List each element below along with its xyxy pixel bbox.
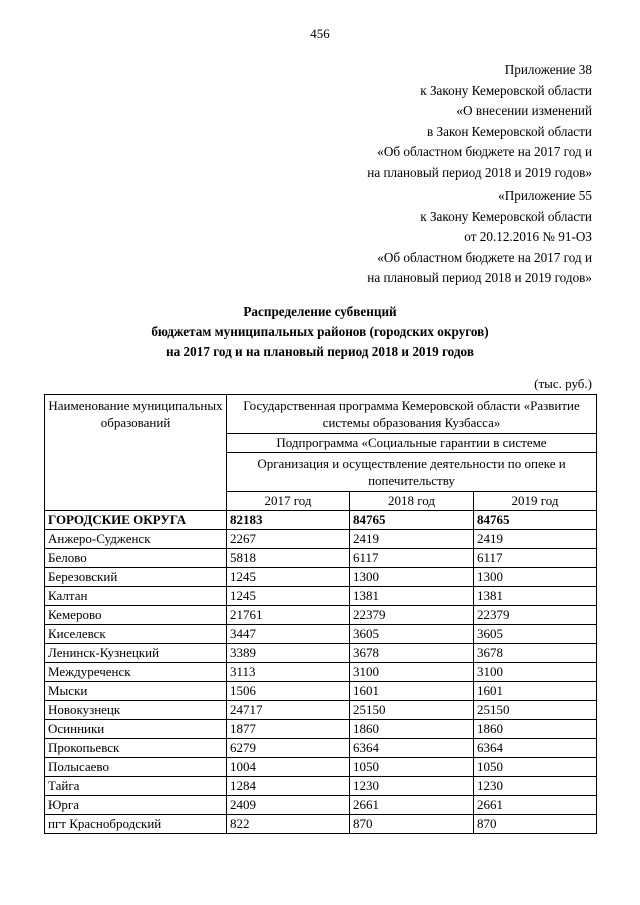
table-row — [45, 815, 597, 834]
value-2017-cell: 2267 — [227, 530, 350, 549]
activity-header: Организация и осуществление деятельности по опеке и попечительству — [227, 453, 597, 492]
appendix-38-reference — [367, 60, 592, 183]
value-2019-cell: 1300 — [474, 568, 597, 587]
value-2019-cell: 1230 — [474, 777, 597, 796]
value-2017-cell: 1506 — [227, 682, 350, 701]
value-2019-cell: 3100 — [474, 663, 597, 682]
table-row — [45, 682, 597, 701]
value-2017-cell: 822 — [227, 815, 350, 834]
value-2018-cell: 1381 — [350, 587, 474, 606]
municipality-name-cell: Мыски — [45, 682, 227, 701]
appendix-55-line: «Об областном бюджете на 2017 год и — [377, 249, 592, 265]
appendix-55-line: на плановый период 2018 и 2019 годов» — [367, 270, 592, 285]
value-2017-cell: 82183 — [227, 511, 350, 530]
appendix-38-line: на плановый период 2018 и 2019 годов» — [367, 164, 592, 180]
value-2019-cell: 6364 — [474, 739, 597, 758]
municipality-name-cell: Анжеро-Судженск — [45, 530, 227, 549]
municipality-name-cell: Белово — [45, 549, 227, 568]
value-2018-cell: 84765 — [350, 511, 474, 530]
subprogram-header: Подпрограмма «Социальные гарантии в системе — [227, 434, 597, 453]
program-header: Государственная программа Кемеровской области «Развитие системы образования Кузбасса» — [227, 395, 597, 434]
value-2018-cell: 22379 — [350, 606, 474, 625]
value-2017-cell: 1284 — [227, 777, 350, 796]
value-2018-cell: 2661 — [350, 796, 474, 815]
value-2019-cell: 870 — [474, 815, 597, 834]
appendix-55-line: к Закону Кемеровской области — [420, 208, 592, 224]
value-2018-cell: 1860 — [350, 720, 474, 739]
municipality-name-cell: Киселевск — [45, 625, 227, 644]
appendix-55-line: от 20.12.2016 № 91-ОЗ — [464, 229, 592, 244]
table-row — [45, 777, 597, 796]
value-2017-cell: 1245 — [227, 568, 350, 587]
municipality-name-cell: Калтан — [45, 587, 227, 606]
value-2018-cell: 1300 — [350, 568, 474, 587]
year-2018-header: 2018 год — [350, 492, 474, 511]
table-row — [45, 568, 597, 587]
value-2017-cell: 1004 — [227, 758, 350, 777]
table-row — [45, 587, 597, 606]
year-2019-header: 2019 год — [474, 492, 597, 511]
table-row — [45, 606, 597, 625]
municipality-name-cell: Прокопьевск — [45, 739, 227, 758]
table-row — [45, 663, 597, 682]
table-row — [45, 701, 597, 720]
value-2017-cell: 6279 — [227, 739, 350, 758]
municipality-name-cell: Ленинск-Кузнецкий — [45, 644, 227, 663]
value-2019-cell: 1860 — [474, 720, 597, 739]
value-2019-cell: 1601 — [474, 682, 597, 701]
title-line: Распределение субвенций — [243, 304, 397, 319]
table-row — [45, 720, 597, 739]
value-2018-cell: 6117 — [350, 549, 474, 568]
units-label: (тыс. руб.) — [534, 376, 592, 391]
value-2017-cell: 1877 — [227, 720, 350, 739]
table-row — [45, 625, 597, 644]
value-2018-cell: 1601 — [350, 682, 474, 701]
table-row-total — [45, 511, 597, 530]
value-2017-cell: 2409 — [227, 796, 350, 815]
table-row — [45, 530, 597, 549]
value-2018-cell: 2419 — [350, 530, 474, 549]
municipality-name-cell: Березовский — [45, 568, 227, 587]
value-2019-cell: 1381 — [474, 587, 597, 606]
table-row — [45, 549, 597, 568]
appendix-55-line: «Приложение 55 — [498, 188, 592, 203]
municipality-name-cell: Междуреченск — [45, 663, 227, 682]
value-2018-cell: 3605 — [350, 625, 474, 644]
value-2018-cell: 1050 — [350, 758, 474, 777]
value-2019-cell: 1050 — [474, 758, 597, 777]
value-2018-cell: 25150 — [350, 701, 474, 720]
value-2017-cell: 24717 — [227, 701, 350, 720]
appendix-38-line: «О внесении изменений — [456, 103, 592, 118]
appendix-38-line: в Закон Кемеровской области — [427, 123, 592, 139]
municipality-name-cell: Юрга — [45, 796, 227, 815]
value-2017-cell: 3447 — [227, 625, 350, 644]
value-2019-cell: 22379 — [474, 606, 597, 625]
appendix-38-line: к Закону Кемеровской области — [420, 82, 592, 98]
table-row — [45, 644, 597, 663]
appendix-55-reference — [367, 186, 592, 289]
name-column-header: Наименование муниципальных образований — [45, 395, 227, 511]
value-2019-cell: 3605 — [474, 625, 597, 644]
value-2018-cell: 3100 — [350, 663, 474, 682]
table-row — [45, 796, 597, 815]
municipality-name-cell: Полысаево — [45, 758, 227, 777]
table-row — [45, 758, 597, 777]
municipality-name-cell: Тайга — [45, 777, 227, 796]
appendix-38-line: Приложение 38 — [504, 62, 592, 77]
subventions-table — [44, 394, 597, 834]
value-2017-cell: 5818 — [227, 549, 350, 568]
value-2018-cell: 3678 — [350, 644, 474, 663]
value-2017-cell: 1245 — [227, 587, 350, 606]
value-2019-cell: 2419 — [474, 530, 597, 549]
year-2017-header: 2017 год — [227, 492, 350, 511]
title-line: бюджетам муниципальных районов (городских округов) — [151, 324, 489, 339]
municipality-name-cell: Кемерово — [45, 606, 227, 625]
value-2019-cell: 6117 — [474, 549, 597, 568]
value-2019-cell: 2661 — [474, 796, 597, 815]
page-number: 456 — [310, 26, 330, 41]
municipality-name-cell: Новокузнецк — [45, 701, 227, 720]
value-2017-cell: 3389 — [227, 644, 350, 663]
value-2019-cell: 84765 — [474, 511, 597, 530]
municipality-name-cell: ГОРОДСКИЕ ОКРУГА — [45, 511, 227, 530]
document-title — [0, 302, 640, 362]
appendix-38-line: «Об областном бюджете на 2017 год и — [377, 144, 592, 159]
value-2019-cell: 25150 — [474, 701, 597, 720]
value-2018-cell: 870 — [350, 815, 474, 834]
table-row — [45, 739, 597, 758]
value-2017-cell: 21761 — [227, 606, 350, 625]
title-line: на 2017 год и на плановый период 2018 и 2019 годов — [166, 344, 474, 359]
value-2017-cell: 3113 — [227, 663, 350, 682]
value-2018-cell: 1230 — [350, 777, 474, 796]
municipality-name-cell: пгт Краснобродский — [45, 815, 227, 834]
value-2019-cell: 3678 — [474, 644, 597, 663]
municipality-name-cell: Осинники — [45, 720, 227, 739]
value-2018-cell: 6364 — [350, 739, 474, 758]
